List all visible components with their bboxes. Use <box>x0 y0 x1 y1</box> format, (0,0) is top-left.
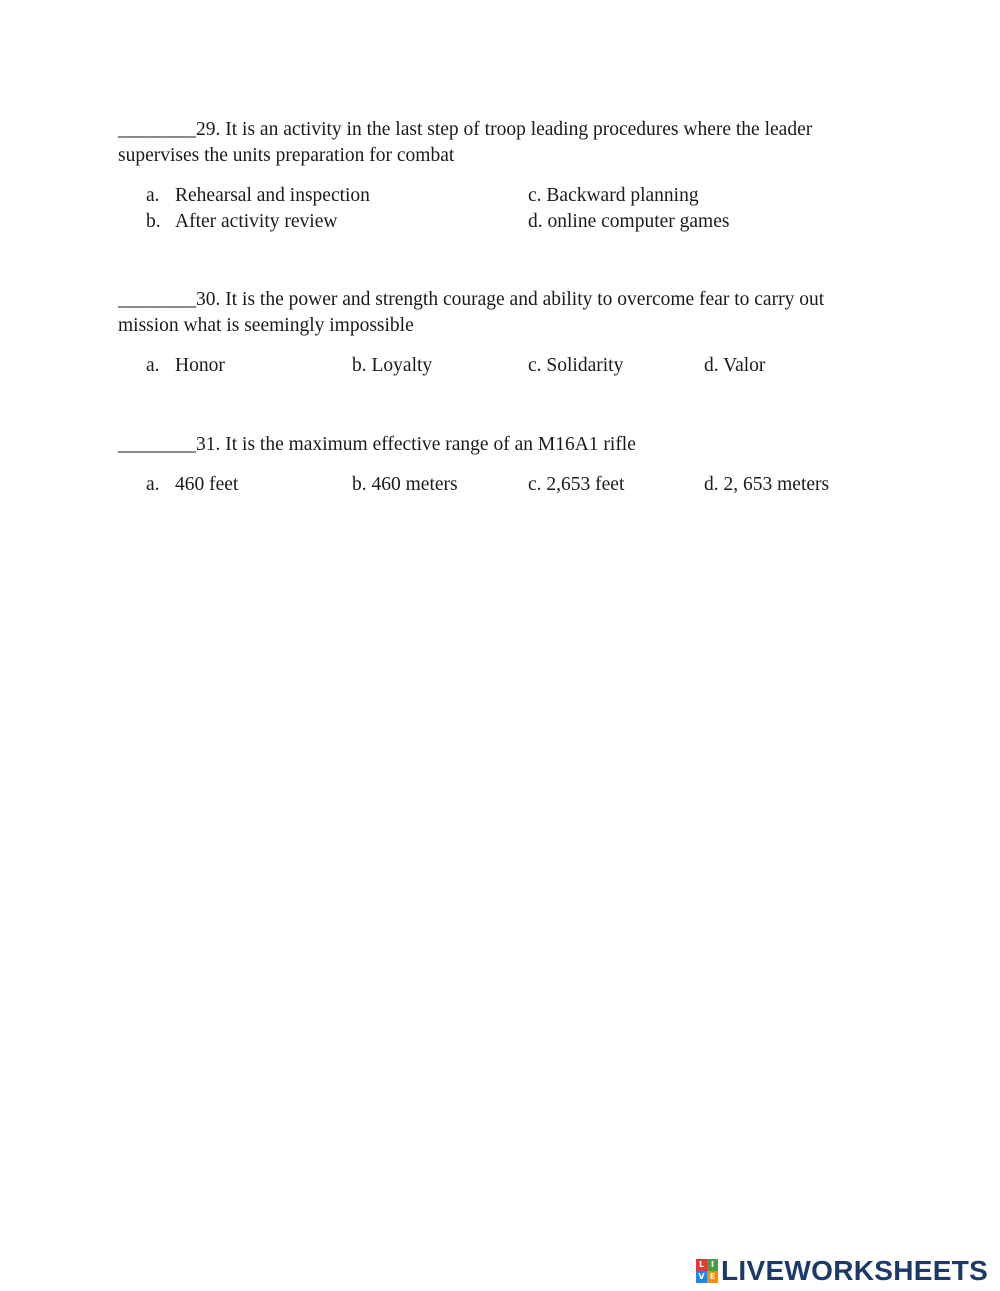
option-marker: b. <box>146 211 161 232</box>
logo-block: E <box>707 1271 718 1283</box>
question-29 <box>118 117 888 235</box>
option-d[interactable] <box>704 472 829 498</box>
option-label: b. 460 meters <box>352 474 458 495</box>
question-text: 31. It is the maximum effective range of an M16A1 rifle <box>196 434 636 455</box>
option-label: b. Loyalty <box>352 355 433 376</box>
option-a[interactable] <box>146 472 238 498</box>
logo-block: I <box>707 1259 718 1271</box>
question-text: 29. It is an activity in the last step of troop leading procedures where the leader supervises the units preparation for combat <box>118 119 813 166</box>
question-text: 30. It is the power and strength courage and ability to overcome fear to carry out mission what is seemingly impossible <box>118 289 825 336</box>
option-b[interactable] <box>352 472 458 498</box>
option-label: d. 2, 653 meters <box>704 474 830 495</box>
logo-block: V <box>696 1271 707 1283</box>
option-d[interactable] <box>528 209 729 235</box>
option-marker: a. <box>146 185 160 206</box>
question-30 <box>118 287 888 379</box>
option-c[interactable] <box>528 183 699 209</box>
logo-text: LIVEWORKSHEETS <box>721 1255 989 1286</box>
option-a[interactable] <box>146 353 225 379</box>
option-c[interactable] <box>528 353 623 379</box>
question-stem <box>118 117 888 169</box>
options-list <box>118 183 888 235</box>
option-marker: a. <box>146 355 160 376</box>
option-label: 460 feet <box>175 474 239 495</box>
option-marker: a. <box>146 474 160 495</box>
option-a[interactable] <box>146 183 370 209</box>
option-label: c. 2,653 feet <box>528 474 625 495</box>
option-label: c. Backward planning <box>528 185 699 206</box>
option-label: d. Valor <box>704 355 766 376</box>
answer-blank[interactable]: ________ <box>118 434 196 455</box>
answer-blank[interactable]: ________ <box>118 119 196 140</box>
question-31 <box>118 432 888 498</box>
question-stem <box>118 432 888 458</box>
option-c[interactable] <box>528 472 624 498</box>
option-label: Rehearsal and inspection <box>175 185 370 206</box>
question-stem <box>118 287 888 339</box>
options-list <box>118 353 888 379</box>
options-list <box>118 472 888 498</box>
option-label: After activity review <box>175 211 338 232</box>
option-b[interactable] <box>352 353 432 379</box>
option-d[interactable] <box>704 353 765 379</box>
option-b[interactable] <box>146 209 337 235</box>
logo-blocks-icon <box>696 1259 718 1283</box>
logo-block: L <box>696 1259 707 1271</box>
answer-blank[interactable]: ________ <box>118 289 196 310</box>
option-label: d. online computer games <box>528 211 730 232</box>
liveworksheets-logo <box>696 1255 988 1287</box>
option-label: Honor <box>175 355 225 376</box>
option-label: c. Solidarity <box>528 355 624 376</box>
